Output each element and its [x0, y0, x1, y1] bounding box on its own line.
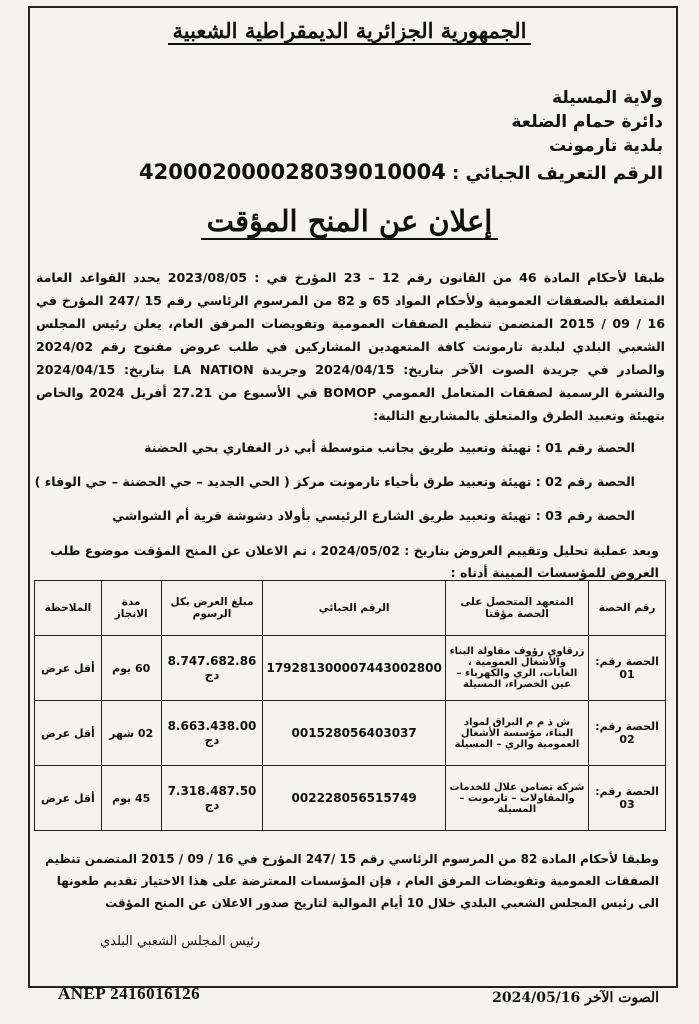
- announcement-title: إعلان عن المنح المؤقت: [0, 204, 699, 238]
- tax-id-number: 420002000028039010004: [139, 160, 446, 184]
- cell-tax-id: 002228056515749: [263, 766, 445, 831]
- cell-tax-id: 001528056403037: [263, 701, 445, 766]
- evaluation-paragraph: وبعد عملية تحليل وتقييم العروض بتاريخ : 2024/05/02 ، تم الاعلان عن المنح المؤقت موضوع طلب العروض للمؤسسات المبينة أدناه :: [50, 543, 659, 580]
- republic-heading: الجمهورية الجزائرية الديمقراطية الشعبية: [0, 18, 699, 43]
- daira: دائرة حمام الضلعة: [511, 112, 663, 132]
- cell-bidder: ش ذ م م البراق لمواد البناء، مؤسسة الأشغال العمومية والري – المسيلة: [445, 701, 588, 766]
- tax-id-label: الرقم التعريف الجبائي :: [452, 163, 663, 184]
- cell-note: أقل عرض: [35, 701, 102, 766]
- header-bidder: المتعهد المتحصل على الحصة مؤقتا: [445, 581, 588, 636]
- header-tax-id: الرقم الجبائي: [263, 581, 445, 636]
- commune: بلدية تارمونت: [549, 136, 663, 156]
- tax-id-line: [139, 160, 663, 184]
- header-amount: مبلغ العرض بكل الرسوم: [161, 581, 263, 636]
- cell-amount: 8.663.438.00 دج: [161, 701, 263, 766]
- administration-block: [223, 86, 663, 158]
- lot-2-description: الحصة رقم 02 : تهيئة وتعبيد طرق بأحياء تارمونت مركز ( الحي الجديد – حي الحضنة – حي الوفاء ): [34, 474, 635, 489]
- cell-note: أقل عرض: [35, 636, 102, 701]
- cell-tax-id: 179281300007443002800: [263, 636, 445, 701]
- header-lot: رقم الحصة: [589, 581, 666, 636]
- cell-duration: 45 يوم: [101, 766, 161, 831]
- appeal-paragraph: وطبقا لأحكام المادة 82 من المرسوم الرئاسي رقم 15 /247 المؤرخ في 16 / 09 / 2015 المتضمن تنظيم الصفقات العمومية وتفويضات المرفق العام ، فإن المؤسسات المعترضة على هذا الاختيار تقديم طعونها الى رئيس المجلس الشعبي البلدي خلال 10 أيام الموالية لتاريخ صدور الاعلان عن المنح المؤقت: [45, 852, 659, 910]
- anep-reference: ANEP 2416016126: [58, 984, 201, 1003]
- cell-lot: الحصة رقم: 03: [589, 766, 666, 831]
- cell-bidder: زرقاوي رؤوف مقاولة البناء والأشغال العمومية ، الغابات، الري والكهرباء – عين الخضراء، المسيلة: [445, 636, 588, 701]
- cell-amount: 8.747.682.86 دج: [161, 636, 263, 701]
- cell-lot: الحصة رقم: 02: [589, 701, 666, 766]
- table-row: [35, 701, 666, 766]
- lot-3-description: الحصة رقم 03 : تهيئة وتعبيد طريق الشارع الرئيسي بأولاد دشوشة قرية أم الشواشي: [112, 508, 635, 523]
- table-row: [35, 636, 666, 701]
- header-note: الملاحظة: [35, 581, 102, 636]
- cell-duration: 60 يوم: [101, 636, 161, 701]
- intro-paragraph: طبقا لأحكام المادة 46 من القانون رقم 12 – 23 المؤرخ في : 2023/08/05 يحدد القواعد العامة المتعلقة بالصفقات العمومية ولأحكام المواد 65 و 82 من المرسوم الرئاسي رقم 15 /247 المؤرخ في 16 / 09 / 2015 المتضمن تنظيم الصفقات العمومية وتفويضات المرفق العام، يعلن رئيس المجلس الشعبي البلدي لبلدية تارمونت كافة المتعهدين المشاركين في طلب عروض مفتوح رقم 2024/02 والصادر في جريدة الصوت الآخر بتاريخ: 2024/04/15 وجريدة LA NATION بتاريخ: 2024/04/15 والنشرة الرسمية لصفقات المتعامل العمومي BOMOP في الأسبوع من 27.21 أفريل 2024 والخاص بتهيئة وتعبيد الطرق والمتعلق بالمشاريع التالية:: [36, 270, 665, 423]
- newspaper-date: الصوت الآخر 2024/05/16: [492, 990, 659, 1006]
- cell-lot: الحصة رقم: 01: [589, 636, 666, 701]
- table-header-row: [35, 581, 666, 636]
- signature: رئيس المجلس الشعبي البلدي: [100, 934, 261, 949]
- cell-amount: 7.318.487.50 دج: [161, 766, 263, 831]
- table-row: [35, 766, 666, 831]
- lot-1-description: الحصة رقم 01 : تهيئة وتعبيد طريق بجانب متوسطة أبي ذر الغفاري بحي الحضنة: [144, 440, 635, 455]
- header-duration: مدة الانجاز: [101, 581, 161, 636]
- cell-bidder: شركة تضامن علال للخدمات والمقاولات – تارمونت – المسيلة: [445, 766, 588, 831]
- award-table: [34, 580, 666, 831]
- cell-note: أقل عرض: [35, 766, 102, 831]
- cell-duration: 02 شهر: [101, 701, 161, 766]
- wilaya: ولاية المسيلة: [552, 88, 663, 108]
